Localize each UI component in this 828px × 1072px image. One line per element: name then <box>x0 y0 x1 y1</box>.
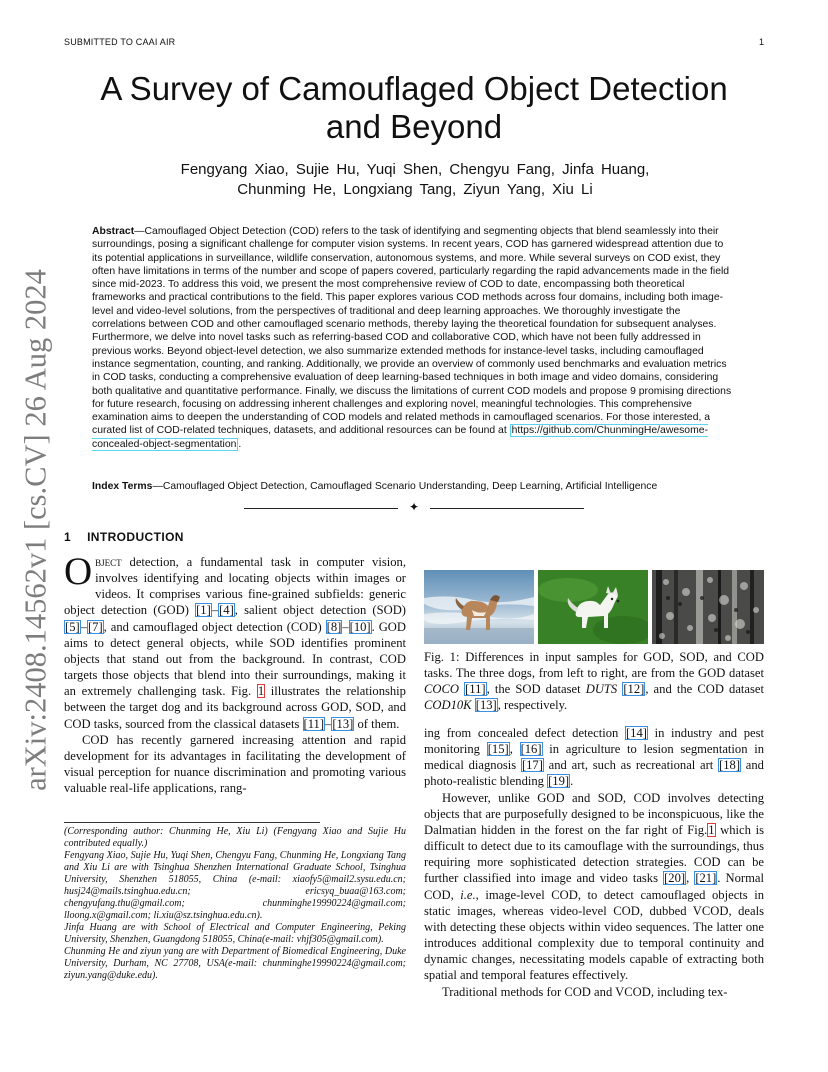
text-run: , the SOD dataset <box>486 682 586 697</box>
index-terms-label: Index Terms <box>92 481 153 492</box>
citation-link[interactable]: [21] <box>695 871 717 886</box>
page-number: 1 <box>758 37 764 47</box>
text-run: in industry and pest monitoring <box>424 726 765 757</box>
title-line-2: and Beyond <box>325 108 503 145</box>
sod-dog-photo <box>538 570 648 644</box>
citation-link[interactable]: [17] <box>521 758 543 773</box>
citation-link[interactable]: [13] <box>475 698 497 713</box>
text-run: Fig. 1: Differences in input samples for GOD, SOD, and COD tasks. The three dogs, from left to right, are from the GOD dataset <box>424 650 764 681</box>
dropcap-tail: bject <box>95 555 122 569</box>
text-run: – <box>342 619 349 634</box>
running-head: SUBMITTED TO CAAI AIR <box>64 37 176 47</box>
dataset-name: COCO <box>424 682 459 697</box>
text-run: , respectively. <box>497 698 568 713</box>
right-paragraph-2 <box>424 790 764 984</box>
index-terms-text: —Camouflaged Object Detection, Camouflaged Scenario Understanding, Deep Learning, Artificial Intelligence <box>152 481 658 492</box>
dropcap: O <box>64 550 93 593</box>
paper-title <box>60 70 768 146</box>
citation-link[interactable]: [14] <box>625 726 647 740</box>
text-run: . Normal COD, <box>424 871 764 902</box>
text-run: , salient object detection (SOD) <box>234 603 406 618</box>
abstract-label: Abstract <box>92 226 135 237</box>
text-run: in agriculture to lesion segmentation in medical diagnosis <box>424 742 765 773</box>
arxiv-stamp[interactable]: arXiv:2408.14562v1 [cs.CV] 26 Aug 2024 <box>18 269 53 791</box>
figure-caption <box>424 649 764 714</box>
authors-line-2: Chunming He, Longxiang Tang, Ziyun Yang, Xiu Li <box>237 181 593 198</box>
text-run: , and camouflaged object detection (COD) <box>103 619 326 634</box>
abstract-end: . <box>238 438 242 450</box>
right-column <box>424 725 764 1000</box>
right-paragraph-1 <box>424 725 764 790</box>
text-run: , and the COD dataset <box>645 682 764 697</box>
text-run: which is difficult to detect due to its camouflage with the surroundings, thus requiring more sophisticated detection strategies. COD can be further classified into image and video tasks <box>424 822 764 886</box>
intro-paragraph-1 <box>64 550 406 732</box>
caption-paragraph <box>424 649 764 714</box>
text-run: , image-level COD, to detect camouflaged objects in static images, whereas video-level COD, dubbed VCOD, deals with detecting these objects within video sequences. The latter one introduces additional complexity due to temporal continuity and dynamic changes, necessitating models capable of extracting both spatial and temporal features effectively. <box>424 887 764 983</box>
text-run: detection, a fundamental task in computer vision, involves identifying and locating objects within images or videos. It comprises various fine-grained subfields: generic object detection (GOD) <box>64 555 406 618</box>
divider-right <box>430 508 584 509</box>
github-link[interactable]: https://github.com/ChunmingHe/awesome-concealed-object-segmentation <box>92 425 708 450</box>
section-heading <box>64 530 184 544</box>
section-title: INTRODUCTION <box>87 530 184 544</box>
text-run: . GOD aims to detect general objects, while SOD identifies prominent objects that stand out from the background. In contrast, COD targets those objects that blend into their surroundings, making it an extremely challenging task. Fig. <box>64 619 406 699</box>
citation-link[interactable]: [4] <box>219 603 234 618</box>
citation-link[interactable]: [16] <box>520 742 542 757</box>
figure-1 <box>424 570 764 644</box>
cod-dog-photo <box>652 570 764 644</box>
figure-link[interactable]: 1 <box>257 684 265 699</box>
citation-link[interactable]: [11] <box>465 682 486 697</box>
intro-paragraph-2: COD has recently garnered increasing attention and rapid development for its advantages in facilitating the development of visual perception for nuance discrimination and promoting various valuable real-life applications, rang- <box>64 732 406 796</box>
author-list <box>110 160 720 200</box>
latin-abbrev: i.e. <box>460 887 476 902</box>
footnote-rule <box>64 822 320 823</box>
left-column <box>64 550 406 796</box>
text-run: – <box>211 603 219 618</box>
divider-left <box>244 508 398 509</box>
footnote-affiliation-2: Jinfa Huang are with School of Electrical and Computer Engineering, Peking University, Shenzhen, Guangdong 518055, China(e-mail: vhjf305@gmail.com). <box>64 922 406 945</box>
citation-link[interactable]: [7] <box>87 619 103 634</box>
footnote-affiliation-1: Fengyang Xiao, Sujie Hu, Yuqi Shen, Chengyu Fang, Chunming He, Longxiang Tang and Xiu Li are with Tsinghua Shenzhen International Graduate School, Tsinghua University, Shenzhen 518055, China (e-mail: xiaofy5@mail2.sysu.edu.cn; husj24@mails.tsinghua.edu.cn; ericsyq_buaa@163.com; chengyufang.thu@gmail.com; chunminghe19990224@gmail.com; lloong.x@gmail.com; li.xiu@sz.tsinghua.edu.cn). <box>64 850 406 921</box>
divider-ornament: ✦ <box>409 500 420 514</box>
text-run: of them. <box>354 716 400 731</box>
text-run: and photo-realistic blending <box>424 758 764 789</box>
citation-link[interactable]: [1] <box>196 603 211 618</box>
dataset-name: COD10K <box>424 698 472 713</box>
citation-link[interactable]: [13] <box>332 716 354 731</box>
abstract-text: —Camouflaged Object Detection (COD) refers to the task of identifying and segmenting objects that blend seamlessly into their surroundings, posing a significant challenge for computer vision systems. In recent years, COD has garnered widespread attention due to its potential applications in surveillance, wildlife conservation, autonomous systems, and more. While several surveys on COD exist, they often have limitations in terms of the number and scope of papers covered, particularly regarding the rapid advancements made in the field since mid-2023. To address this void, we present the most comprehensive review of COD to date, encompassing both theoretical frameworks and practical contributions to the field. This paper explores various COD methods across four domains, including both image-level and video-level solutions, from the perspectives of traditional and deep learning approaches. We thoroughly investigate the correlations between COD and other camouflaged scenario methods, thereby laying the theoretical foundation for subsequent analyses. Furthermore, we delve into novel tasks such as referring-based COD and collaborative COD, which have not been fully addressed in previous works. Beyond object-level detection, we also summarize extended methods for instance-level tasks, including camouflaged instance segmentation, counting, and ranking. Additionally, we provide an overview of commonly used benchmarks and evaluation metrics in COD tasks, conducting a comprehensive evaluation of deep learning-based techniques in both image and video domains, considering both qualitative and quantitative performance. Finally, we discuss the limitations of current COD models and propose 9 promising directions for future research, focusing on addressing inherent challenges and exploring novel, meaningful technologies. This comprehensive examination aims to deepen the understanding of COD models and related methods in camouflaged scenarios. For those interested, a curated list of COD-related techniques, datasets, and additional resources can be found at <box>92 226 732 437</box>
text-run: However, unlike GOD and SOD, COD involves detecting objects that are purposefully designed to be inconspicuous, like the Dalmatian hidden in the forest on the far right of Fig. <box>424 790 764 837</box>
text-run: – <box>80 619 87 634</box>
text-run: ing from concealed defect detection <box>424 726 625 740</box>
citation-link[interactable]: [11] <box>303 716 325 731</box>
index-terms <box>92 480 736 493</box>
text-run: , <box>686 871 695 886</box>
text-run: illustrates the relationship between the target dog and its background across GOD, SOD, and COD tasks, sourced from the classical datasets <box>64 684 406 731</box>
figure-link[interactable]: 1 <box>708 822 715 837</box>
footnote-corresponding: (Corresponding author: Chunming He, Xiu Li) (Fengyang Xiao and Sujie Hu contributed equally.) <box>64 826 406 849</box>
footnotes <box>64 826 406 982</box>
title-line-1: A Survey of Camouflaged Object Detection <box>100 70 728 107</box>
right-paragraph-3: Traditional methods for COD and VCOD, including tex- <box>442 984 728 999</box>
text-run: , <box>509 742 520 757</box>
footnote-affiliation-3: Chunming He and ziyun yang are with Department of Biomedical Engineering, Duke University, Durham, NC 27708, USA(e-mail: chunminghe19990224@gmail.com; ziyun.yang@duke.edu). <box>64 946 406 981</box>
arxiv-stamp-container <box>10 269 62 791</box>
citation-link[interactable]: [20] <box>664 871 686 886</box>
god-dog-photo <box>424 570 534 644</box>
dataset-name: DUTS <box>585 682 618 697</box>
citation-link[interactable]: [18] <box>719 758 741 773</box>
citation-link[interactable]: [8] <box>326 619 342 634</box>
abstract <box>92 225 736 451</box>
citation-link[interactable]: [12] <box>623 682 645 697</box>
citation-link[interactable]: [5] <box>65 619 80 634</box>
citation-link[interactable]: [10] <box>349 619 371 634</box>
text-run: . <box>570 774 574 789</box>
authors-line-1: Fengyang Xiao, Sujie Hu, Yuqi Shen, Chengyu Fang, Jinfa Huang, <box>180 161 650 178</box>
section-number: 1 <box>64 530 72 544</box>
citation-link[interactable]: [15] <box>487 742 509 757</box>
text-run: and art, such as recreational art <box>543 758 719 773</box>
citation-link[interactable]: [19] <box>548 774 570 789</box>
text-run: – <box>325 716 332 731</box>
